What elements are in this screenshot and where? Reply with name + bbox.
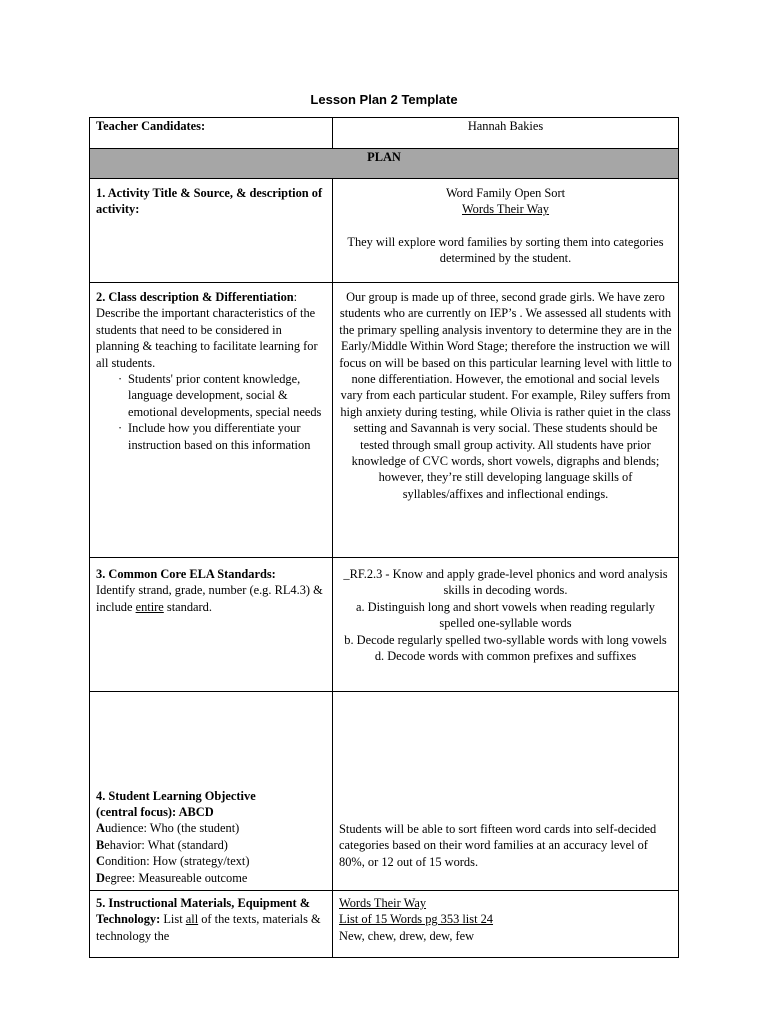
standards-instr-text: Identify strand, grade, number (e.g. RL4.3) & include xyxy=(96,583,323,614)
plan-header: PLAN xyxy=(90,149,679,179)
teacher-name: Hannah Bakies xyxy=(333,118,679,149)
class-description-title: 2. Class description & Differentiation xyxy=(96,290,294,304)
objective-row xyxy=(90,692,679,891)
materials-instr-end: of the texts, materials & technology the xyxy=(96,912,321,943)
abcd-line xyxy=(96,820,326,836)
abcd-text: egree: Measureable outcome xyxy=(104,870,248,885)
objective-title: 4. Student Learning Objective xyxy=(96,788,256,803)
standards-row xyxy=(90,558,679,692)
materials-instr-underline: all xyxy=(185,912,199,927)
bullet-item: · Students' prior content knowledge, language development, social & emotional developments, special needs xyxy=(128,371,326,420)
abcd-letter: D xyxy=(96,870,105,885)
abcd-line xyxy=(96,870,326,886)
abcd-letter: A xyxy=(96,821,105,836)
abcd-letter: C xyxy=(96,854,105,869)
class-description-row xyxy=(90,283,679,558)
abcd-text: ondition: How (strategy/text) xyxy=(104,854,250,869)
objective-subtitle: (central focus): ABCD xyxy=(96,804,214,819)
materials-row xyxy=(90,891,679,958)
standards-title: 3. Common Core ELA Standards: xyxy=(96,567,276,581)
standard-item: d. Decode words with common prefixes and suffixes xyxy=(374,649,637,664)
teacher-label: Teacher Candidates: xyxy=(90,118,333,149)
abcd-line xyxy=(96,853,326,869)
standards-instr-end: standard. xyxy=(163,599,212,614)
materials-instr-text: List xyxy=(160,912,186,927)
activity-row xyxy=(90,179,679,283)
materials-label xyxy=(90,891,333,958)
standard-item: a. Distinguish long and short vowels when reading regularly spelled one-syllable words xyxy=(355,599,656,631)
class-description-bullets xyxy=(96,371,326,453)
class-description-label xyxy=(90,283,333,558)
standards-label xyxy=(90,558,333,692)
activity-answer xyxy=(333,179,679,283)
class-description-instructions: : Describe the important characteristics of the students that need to be considered in planning & teaching to facilitate learning for all students. xyxy=(96,290,318,370)
standards-instr-underline: entire xyxy=(135,599,164,614)
materials-line: Words Their Way xyxy=(339,896,427,910)
standards-instructions xyxy=(96,582,326,615)
plan-header-row xyxy=(90,149,679,179)
activity-label: 1. Activity Title & Source, & description of activity: xyxy=(90,179,333,283)
standard-items xyxy=(339,599,672,665)
standard-main: _RF.2.3 - Know and apply grade-level phonics and word analysis skills in decoding words. xyxy=(343,567,668,598)
materials-answer xyxy=(333,891,679,958)
activity-title: Word Family Open Sort xyxy=(445,186,566,200)
class-description-prompt xyxy=(96,289,326,371)
activity-source: Words Their Way xyxy=(461,202,550,217)
abcd-text: udience: Who (the student) xyxy=(104,821,240,836)
bullet-item: · Include how you differentiate your instruction based on this information xyxy=(128,420,326,453)
class-description-answer: Our group is made up of three, second grade girls. We have zero students who are currently on IEP’s . We assessed all students with the primary spelling analysis inventory to determine they are in the Early/Middle Within Word Stage; therefore the instruction we will focus on will be based on this particular learning level with little to none differentiation. However, the emotional and social levels vary from each particular student. For example, Riley suffers from high anxiety during testing, while Olivia is rather quiet in the class setting and Savannah is very social. These students should be tested through small group activity. All students have prior knowledge of CVC words, short vowels, digraphs and blends; however, they’re still developing language skills of syllables/affixes and inflectional endings. xyxy=(333,283,679,558)
standard-item: b. Decode regularly spelled two-syllable words with long vowels xyxy=(344,632,667,647)
abcd-letter: B xyxy=(96,837,105,852)
objective-answer xyxy=(333,692,679,891)
objective-label xyxy=(90,692,333,891)
abcd-text: ehavior: What (standard) xyxy=(104,837,228,852)
teacher-row xyxy=(90,118,679,149)
activity-description: They will explore word families by sorting them into categories determined by the student. xyxy=(347,234,664,266)
abcd-line xyxy=(96,837,326,853)
materials-line: New, chew, drew, dew, few xyxy=(339,928,475,943)
document-title: Lesson Plan 2 Template xyxy=(310,92,458,107)
objective-answer-line: Students will be able to sort fifteen word cards into self-decided xyxy=(339,821,657,836)
lesson-plan-table xyxy=(89,117,679,958)
materials-title: 5. Instructional Materials, Equipment & Technology: xyxy=(96,896,311,927)
objective-answer-line: categories based on their word families at an accuracy level of 80%, or 12 out of 15 words. xyxy=(339,838,648,869)
standards-answer xyxy=(333,558,679,692)
materials-line: List of 15 Words pg 353 list 24 xyxy=(339,912,494,927)
